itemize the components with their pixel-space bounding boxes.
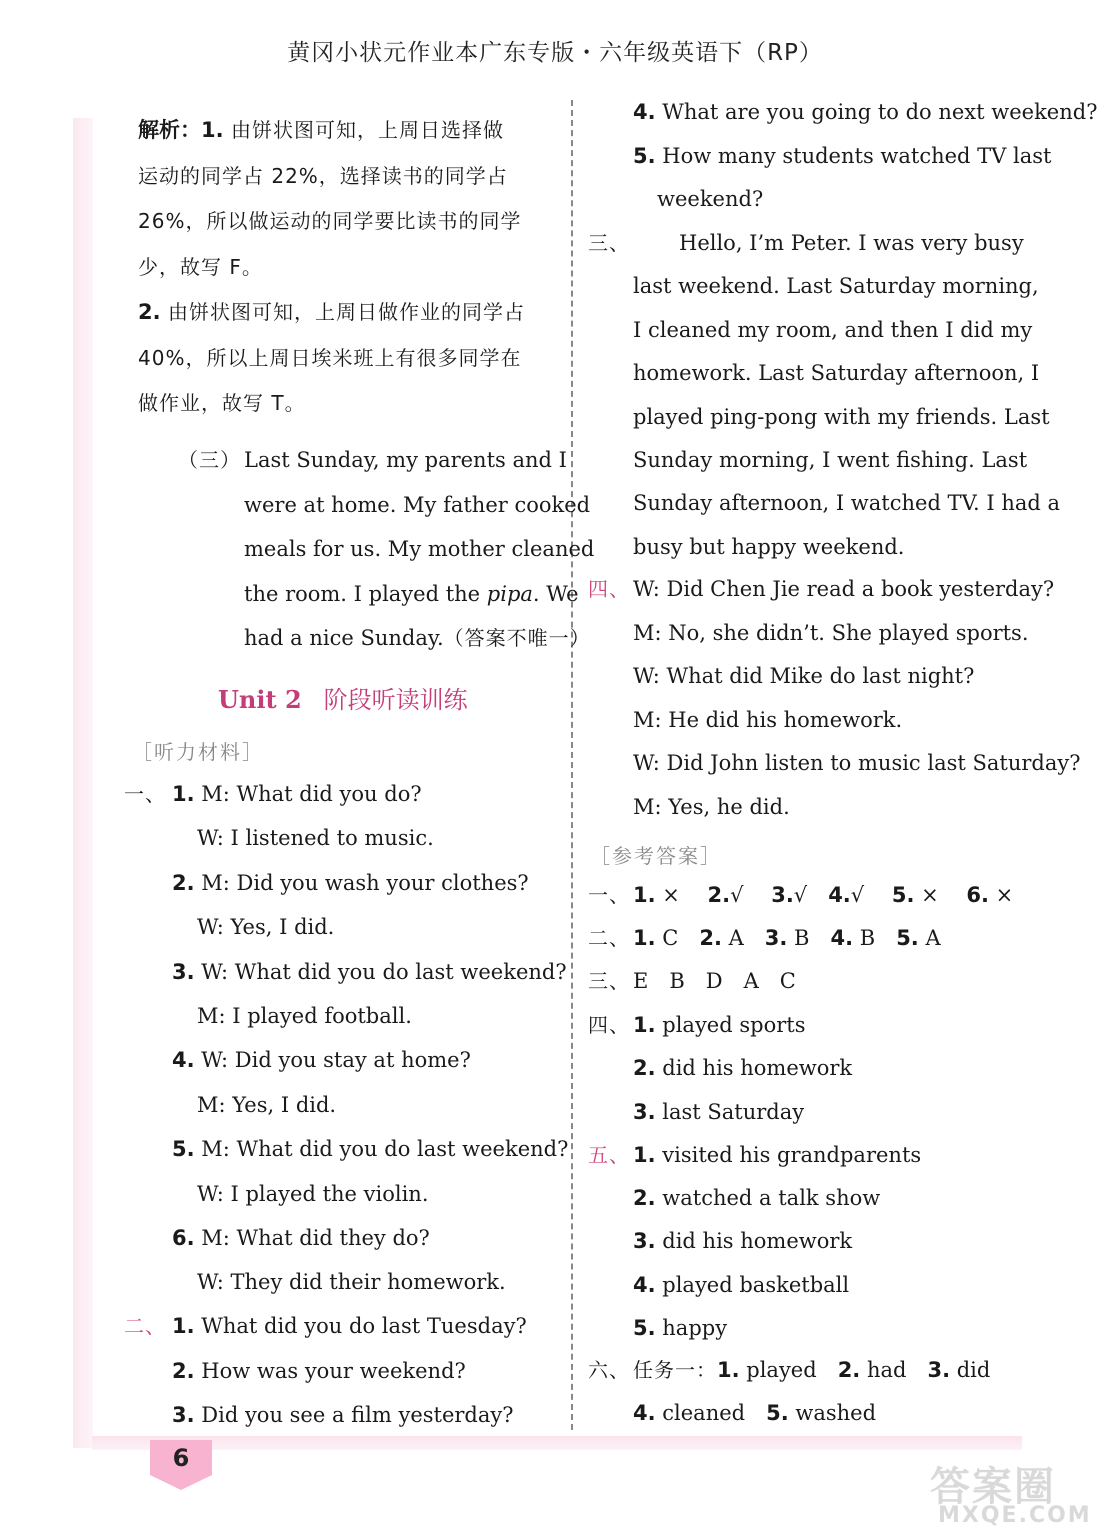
answer-5-line (633, 1145, 921, 1166)
text-segment: 运动的同学占 22%，选择读书的同学占 (138, 163, 508, 188)
text-segment: weekend? (657, 187, 764, 211)
text-segment: 1. (633, 883, 656, 907)
text-segment: A (721, 926, 765, 950)
text-segment: 3. (927, 1358, 951, 1382)
text-segment: cleaned (655, 1401, 767, 1426)
listening-4-line (633, 620, 1029, 645)
text-segment: I cleaned my room, and then I did my (633, 317, 1033, 342)
text-segment: washed (788, 1401, 877, 1426)
text-segment: 1. (172, 782, 195, 806)
listening-2-cont-line (633, 143, 1052, 168)
text-segment: 2. (837, 1358, 861, 1382)
text-segment: × (655, 883, 708, 907)
text-segment: last weekend. Last Saturday morning, (633, 274, 1039, 299)
text-segment: pipa (486, 581, 533, 606)
text-segment: . We (532, 581, 579, 606)
text-segment: Sunday afternoon, I watched TV. I had a (633, 491, 1061, 516)
text-segment: W: Did John listen to music last Saturday? (633, 751, 1081, 775)
text-segment: 2. (633, 1056, 656, 1081)
text-segment: 做作业，故写 T。 (138, 391, 306, 415)
text-segment: 40%，所以上周日埃米班上有很多同学在 (138, 345, 522, 370)
answer-5-line (633, 1315, 728, 1340)
listening-3-line (633, 534, 905, 559)
text-segment: How many students watched TV last (655, 143, 1052, 168)
text-segment: homework. Last Saturday afternoon, I (633, 361, 1040, 386)
answer-3-label: 三、 (588, 969, 630, 993)
text-segment: C (655, 926, 700, 950)
text-segment: W: I played the violin. (197, 1181, 429, 1206)
analysis-line (138, 393, 306, 414)
listening-3-line (633, 450, 1027, 471)
text-segment: B (853, 926, 897, 950)
text-segment: 解析：1. (138, 118, 224, 142)
listening-3-line (633, 317, 1033, 342)
text-segment: √ (850, 883, 892, 907)
text-segment: 5. (172, 1137, 195, 1162)
text-segment: W: Did Chen Jie read a book yesterday? (633, 577, 1055, 601)
text-segment: 1. (633, 926, 656, 950)
text-segment: Hello, I’m Peter. I was very busy (679, 231, 1024, 255)
listening-2-cont-line (657, 189, 763, 210)
text-segment: 4. (828, 883, 851, 907)
text-segment: 26%，所以做运动的同学要比读书的同学 (138, 209, 522, 233)
listening-3-line (633, 493, 1060, 514)
text-segment: were at home. My father cooked (244, 492, 591, 517)
answer-6-line (633, 1403, 876, 1424)
answer-1-label: 一、 (588, 883, 630, 907)
text-segment: How was your weekend? (194, 1358, 466, 1383)
text-segment: 6. (172, 1226, 195, 1250)
analysis-line (138, 302, 525, 323)
text-segment: 5. (896, 926, 919, 950)
page-header-title: 黄冈小状元作业本广东专版・六年级英语下（RP） (287, 40, 823, 66)
listening-4-line (633, 666, 974, 687)
text-segment: the room. I played the (244, 581, 487, 606)
text-segment: had a nice Sunday. (244, 626, 444, 650)
text-segment: 2. (633, 1186, 656, 1211)
text-segment: last Saturday (655, 1099, 805, 1124)
text-segment: 2. (699, 926, 722, 950)
listening-1-line (172, 784, 422, 805)
analysis-line (138, 120, 504, 141)
text-segment: 3. (771, 883, 794, 907)
text-segment: 1. (633, 1013, 656, 1037)
section-2-label: 二、 (124, 1314, 166, 1338)
listening-1-line (172, 1139, 568, 1160)
listening-4-line (633, 579, 1054, 600)
bottom-decoration (92, 1436, 1022, 1450)
text-segment: √ (730, 883, 772, 907)
text-segment: M: Yes, he did. (633, 794, 790, 819)
text-segment: 2. (172, 870, 195, 895)
text-segment: 1. (633, 1143, 656, 1167)
text-segment: 2. (138, 300, 161, 324)
answer-4-line (633, 1058, 852, 1079)
text-segment: Did you see a film yesterday? (194, 1403, 514, 1427)
answer-3-line (633, 971, 796, 992)
text-segment: 5. (766, 1401, 789, 1426)
essay-line (244, 539, 594, 560)
text-segment: had (860, 1358, 928, 1382)
text-segment: 4. (172, 1048, 195, 1073)
text-segment: 3. (172, 1403, 195, 1427)
analysis-line (138, 345, 522, 370)
text-segment: W: What did you do last weekend? (194, 959, 567, 984)
text-segment: did his homework (655, 1229, 853, 1254)
listening-3-line (633, 363, 1039, 384)
listening-1-line (172, 1228, 430, 1249)
text-segment: 1. (717, 1358, 740, 1382)
listening-3-line (633, 276, 1039, 297)
column-divider (571, 100, 573, 1430)
text-segment: visited his grandparents (655, 1143, 922, 1167)
text-segment: 3. (633, 1099, 656, 1124)
text-segment: √ (793, 883, 829, 907)
answer-6-label: 六、 (588, 1358, 630, 1382)
text-segment: M: What did you do? (194, 782, 422, 806)
text-segment: did his homework (655, 1056, 853, 1081)
answer-1-line (633, 885, 1013, 906)
text-segment: did (950, 1358, 991, 1382)
text-segment: （答案不唯一） (443, 626, 591, 650)
answer-5-line (633, 1188, 880, 1209)
section-1-label: 一、 (124, 782, 166, 806)
text-segment: M: Yes, I did. (197, 1092, 337, 1117)
answer-4-label: 四、 (588, 1013, 630, 1037)
text-segment: W: What did Mike do last night? (633, 664, 975, 688)
analysis-line (138, 211, 521, 232)
text-segment: M: No, she didn’t. She played sports. (633, 620, 1029, 645)
answer-4-line (633, 1099, 805, 1124)
text-segment: A (918, 926, 941, 950)
text-segment: W: I listened to music. (197, 826, 434, 851)
listening-4-line (633, 707, 903, 732)
text-segment: × (914, 883, 967, 907)
listening-material-tag: ［听力材料］ (132, 740, 264, 764)
listening-1-line (197, 1181, 429, 1206)
text-segment: 3. (172, 959, 195, 984)
section-3-label: 三、 (588, 231, 630, 255)
text-segment: M: Did you wash your clothes? (194, 870, 529, 895)
unit-title (218, 680, 468, 715)
text-segment: × (988, 883, 1014, 907)
text-segment: What did you do last Tuesday? (194, 1314, 527, 1338)
watermark-text: 答案圈 (930, 1464, 1056, 1510)
essay-label: （三） (178, 448, 241, 472)
listening-2-line (172, 1358, 466, 1383)
answer-5-line (633, 1231, 852, 1252)
watermark-logo (930, 1455, 1105, 1533)
essay-line (244, 492, 591, 517)
text-segment: watched a talk show (655, 1186, 881, 1211)
listening-1-line (197, 1272, 506, 1293)
listening-1-line (197, 1006, 412, 1027)
text-segment: W: They did their homework. (197, 1270, 506, 1295)
text-segment: E B D A C (633, 969, 796, 993)
text-segment: W: Did you stay at home? (194, 1048, 471, 1073)
text-segment: played basketball (655, 1272, 850, 1297)
analysis-line (138, 254, 263, 279)
section-4-label: 四、 (588, 577, 630, 601)
text-segment: 3. (764, 926, 788, 950)
listening-1-line (172, 1050, 471, 1071)
text-segment: meals for us. My mother cleaned (244, 537, 595, 561)
reference-answers-tag: ［参考答案］ (590, 844, 722, 868)
essay-line (244, 581, 579, 606)
text-segment: 4. (633, 100, 656, 124)
answer-5-line (633, 1272, 850, 1297)
text-segment: 5. (633, 143, 656, 168)
watermark-url: MXQE.COM (938, 1503, 1092, 1528)
text-segment: played ping-pong with my friends. Last (633, 404, 1050, 429)
text-segment: 4. (633, 1272, 656, 1297)
essay-line (244, 450, 567, 471)
left-margin-decoration (73, 118, 93, 1448)
text-segment: 少，故写 F。 (138, 254, 263, 279)
listening-1-line (197, 828, 434, 849)
unit-title-text: 阶段听读训练 (323, 686, 468, 714)
text-segment: 2. (172, 1358, 195, 1383)
listening-4-line (633, 753, 1081, 774)
answer-4-line (633, 1015, 805, 1036)
page-number: 6 (172, 1444, 190, 1472)
listening-1-line (172, 870, 529, 895)
text-segment: M: What did they do? (194, 1226, 430, 1250)
analysis-line (138, 163, 508, 188)
text-segment: M: I played football. (197, 1004, 412, 1028)
text-segment: 3. (633, 1229, 656, 1254)
listening-1-line (197, 1092, 337, 1117)
answer-2-line (633, 928, 941, 949)
listening-2-line (172, 1405, 514, 1426)
text-segment: B (787, 926, 831, 950)
listening-3-line (679, 233, 1024, 254)
text-segment: W: Yes, I did. (197, 915, 335, 940)
listening-1-line (197, 917, 334, 938)
essay-line (244, 628, 591, 649)
text-segment: 2. (707, 883, 731, 907)
text-segment: M: What did you do last weekend? (194, 1137, 569, 1162)
unit-title-number: Unit 2 (218, 685, 302, 714)
text-segment: 4. (633, 1401, 656, 1426)
text-segment: 1. (172, 1314, 195, 1338)
listening-1-line (172, 959, 567, 984)
text-segment: played sports (655, 1013, 806, 1037)
text-segment: 由饼状图可知，上周日选择做 (223, 118, 504, 142)
text-segment: 任务一： (633, 1358, 717, 1382)
listening-3-line (633, 404, 1050, 429)
answer-2-label: 二、 (588, 926, 630, 950)
listening-2-cont-line (633, 102, 1097, 123)
text-segment: 由饼状图可知，上周日做作业的同学占 (160, 300, 525, 324)
text-segment: What are you going to do next weekend? (655, 100, 1098, 124)
text-segment: 6. (966, 883, 989, 907)
text-segment: Sunday morning, I went fishing. Last (633, 448, 1028, 472)
text-segment: 5. (891, 883, 915, 907)
text-segment: M: He did his homework. (633, 707, 903, 732)
listening-2-line (172, 1316, 527, 1337)
listening-4-line (633, 794, 790, 819)
text-segment: Last Sunday, my parents and I (244, 448, 567, 472)
text-segment: played (739, 1358, 838, 1382)
answer-5-label: 五、 (588, 1143, 630, 1167)
text-segment: happy (655, 1315, 728, 1340)
answer-6-line (633, 1360, 990, 1381)
text-segment: 4. (830, 926, 854, 950)
text-segment: 5. (633, 1315, 656, 1340)
text-segment: busy but happy weekend. (633, 534, 905, 559)
